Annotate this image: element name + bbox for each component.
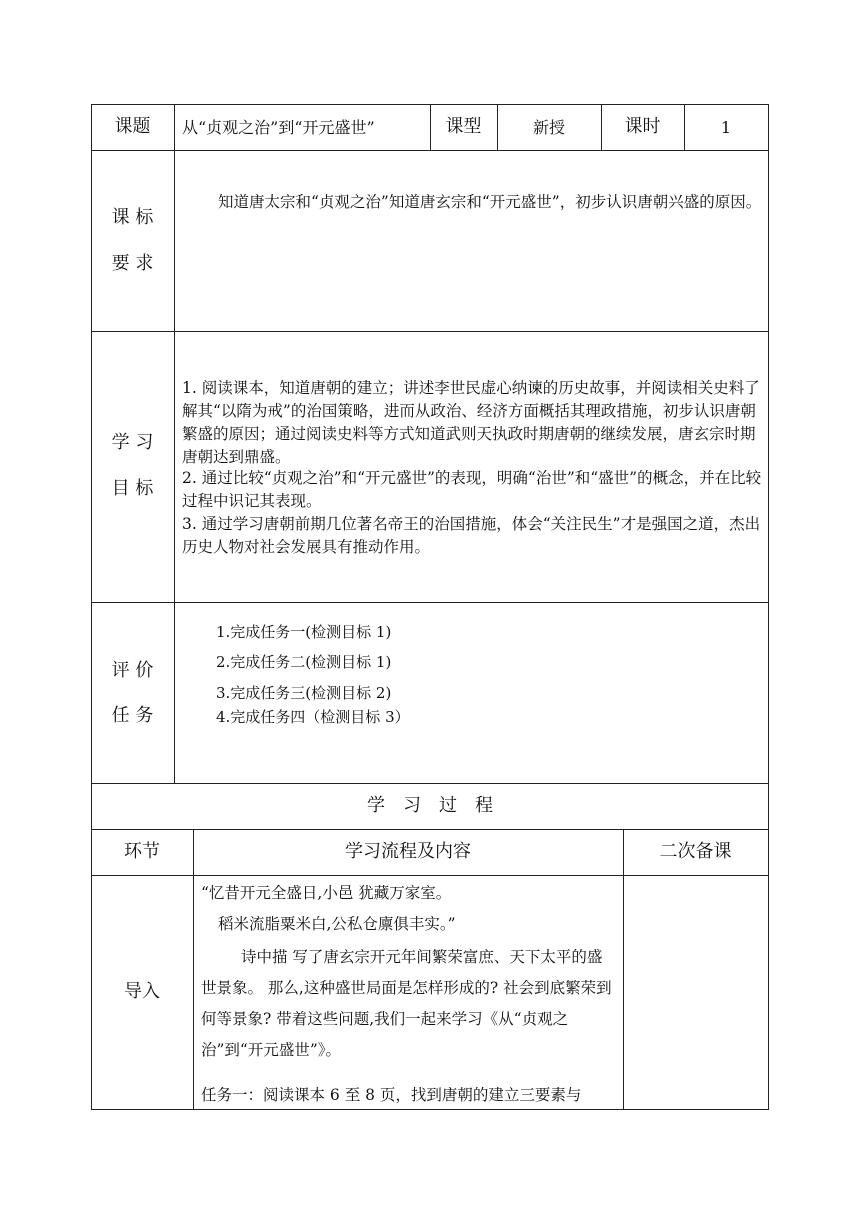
row-divider	[91, 602, 769, 603]
intro-text: 诗中描 写了唐玄宗开元年间繁荣富庶、天下太平的盛世景象。 那么,这种盛世局面是怎样形成的? 社会到底繁荣到何等景象? 带着这些问题,我们一起来学习《从“贞观之治”到“开元盛世”》。	[201, 948, 612, 1059]
stage-intro: 导入	[124, 981, 160, 1002]
poem-line: “忆昔开元全盛日,小邑 犹藏万家室。	[201, 884, 452, 902]
col-divider	[193, 829, 194, 1110]
label-topic: 课题	[114, 116, 151, 137]
col-content-header: 学习流程及内容	[345, 841, 471, 862]
poem-line: 稻米流脂粟米白,公私仓廪俱丰实。”	[218, 915, 456, 933]
table-border-right	[768, 104, 769, 1110]
col-divider	[623, 829, 624, 1110]
label-evaluation-2: 任 务	[111, 705, 154, 726]
col-notes-header: 二次备课	[659, 841, 732, 862]
evaluation-task: 2.完成任务二(检测目标 1)	[216, 653, 392, 671]
row-divider	[91, 331, 769, 332]
objective-item: 3. 通过学习唐朝前期几位著名帝王的治国措施，体会“关注民生”才是强国之道，杰出历史人物对社会发展具有推动作用。	[182, 515, 761, 556]
label-standard-2: 要 求	[111, 253, 154, 274]
label-evaluation-1: 评 价	[111, 660, 154, 681]
col-stage-header: 环节	[124, 841, 160, 862]
row-divider	[91, 783, 769, 784]
objective-item: 1. 阅读课本，知道唐朝的建立；讲述李世民虚心纳谏的历史故事，并阅读相关史料了解其“以隋为戒”的治国策略，进而从政治、经济方面概括其理政措施，初步认识唐朝繁盛的原因；通过阅读史料等方式知道武则天执政时期唐朝的继续发展，唐玄宗时期唐朝达到鼎盛。	[182, 379, 760, 466]
period-value: 1	[720, 118, 732, 137]
objective-item: 2. 通过比较“贞观之治”和“开元盛世”的表现，明确“治世”和“盛世”的概念，并在比较过程中识记其表现。	[182, 469, 762, 510]
process-title: 学 习 过 程	[367, 795, 493, 816]
evaluation-task: 3.完成任务三(检测目标 2)	[216, 684, 392, 702]
label-type: 课型	[445, 116, 482, 137]
topic-value: 从“贞观之治”到“开元盛世”	[182, 118, 375, 137]
label-objectives-2: 目 标	[111, 478, 154, 499]
evaluation-task: 4.完成任务四（检测目标 3）	[216, 708, 410, 726]
evaluation-task: 1.完成任务一(检测目标 1)	[216, 623, 392, 641]
label-period: 课时	[624, 116, 661, 137]
label-standard-1: 课 标	[111, 207, 154, 228]
type-value: 新授	[532, 118, 565, 137]
standard-text: 知道唐太宗和“贞观之治”知道唐玄宗和“开元盛世”，初步认识唐朝兴盛的原因。	[218, 193, 762, 211]
label-objectives-1: 学 习	[111, 432, 154, 453]
col-divider	[174, 104, 175, 784]
task-one-text: 任务一：阅读课本 6 至 8 页，找到唐朝的建立三要素与	[201, 1086, 582, 1104]
